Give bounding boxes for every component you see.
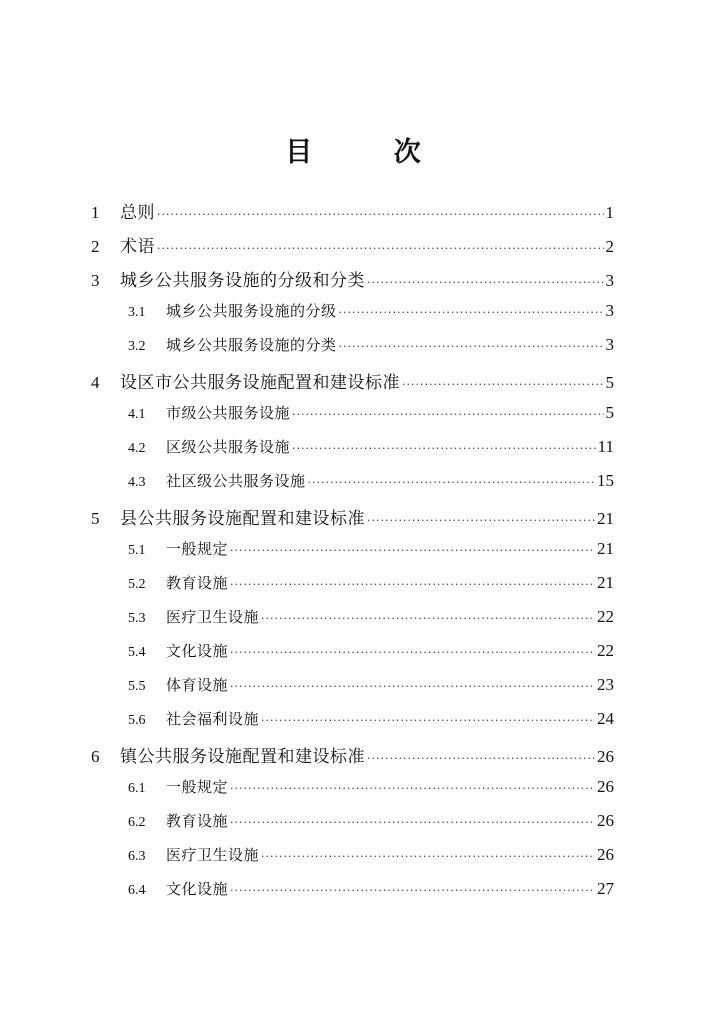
toc-entry-page-number: 2 (605, 237, 614, 256)
toc-entry-title: 教育设施 (166, 812, 229, 830)
toc-entry-page-number: 23 (597, 675, 614, 694)
toc-dot-leader (308, 476, 595, 489)
toc-dot-leader (230, 680, 595, 693)
toc-entry-number: 6.2 (128, 815, 146, 830)
toc-entry-number: 3.2 (128, 339, 146, 354)
toc-chapter-entry[interactable] (91, 742, 614, 768)
toc-entry-title: 市级公共服务设施 (166, 404, 291, 422)
toc-section-entry[interactable] (128, 844, 614, 870)
toc-dot-leader (230, 544, 595, 557)
toc-entry-title: 一般规定 (166, 778, 229, 796)
toc-entry-title: 医疗卫生设施 (166, 846, 260, 864)
toc-section-entry[interactable] (128, 878, 614, 904)
toc-dot-leader (261, 850, 595, 863)
toc-section-entry[interactable] (128, 436, 614, 462)
toc-dot-leader (292, 408, 603, 421)
toc-dot-leader (367, 752, 595, 765)
toc-dot-leader (261, 612, 595, 625)
toc-entry-number: 3.1 (128, 305, 146, 320)
toc-entry-title: 设区市公共服务设施配置和建设标准 (120, 373, 400, 393)
toc-dot-leader (230, 578, 595, 591)
toc-dot-leader (339, 306, 604, 319)
toc-entry-title: 区级公共服务设施 (166, 438, 291, 456)
toc-entry-title: 总则 (120, 203, 155, 223)
toc-section-entry[interactable] (128, 810, 614, 836)
toc-entry-number: 5.5 (128, 679, 146, 694)
toc-entry-page-number: 26 (597, 811, 614, 830)
toc-chapter-entry[interactable] (91, 232, 614, 258)
toc-chapter-entry[interactable] (91, 198, 614, 224)
page-title: 目 次 (285, 137, 457, 168)
toc-entry-number: 6.3 (128, 849, 146, 864)
toc-dot-leader (261, 714, 595, 727)
toc-section-entry[interactable] (128, 606, 614, 632)
toc-entry-page-number: 21 (597, 509, 614, 528)
toc-entry-page-number: 26 (597, 845, 614, 864)
toc-entry-page-number: 1 (605, 203, 614, 222)
toc-section-entry[interactable] (128, 640, 614, 666)
toc-entry-number: 5 (91, 509, 100, 528)
toc-dot-leader (402, 378, 604, 391)
toc-dot-leader (230, 816, 595, 829)
toc-dot-leader (367, 276, 604, 289)
toc-entry-title: 县公共服务设施配置和建设标准 (120, 509, 365, 529)
toc-entry-page-number: 22 (597, 641, 614, 660)
toc-chapter-entry[interactable] (91, 266, 614, 292)
toc-entry-title: 社区级公共服务设施 (166, 472, 306, 490)
toc-section-entry[interactable] (128, 572, 614, 598)
toc-entry-page-number: 15 (597, 471, 614, 490)
toc-entry-title: 医疗卫生设施 (166, 608, 260, 626)
toc-entry-number: 2 (91, 237, 100, 256)
toc-entry-page-number: 26 (597, 747, 614, 766)
toc-entry-title: 一般规定 (166, 540, 229, 558)
toc-entry-page-number: 27 (597, 879, 614, 898)
toc-entry-page-number: 5 (605, 373, 614, 392)
toc-entry-page-number: 3 (605, 271, 614, 290)
toc-entry-title: 社会福利设施 (166, 710, 260, 728)
toc-dot-leader (230, 782, 595, 795)
toc-entry-title: 文化设施 (166, 642, 229, 660)
toc-entry-title: 文化设施 (166, 880, 229, 898)
toc-entry-page-number: 21 (597, 573, 614, 592)
toc-entry-title: 城乡公共服务设施的分级 (166, 302, 337, 320)
toc-entry-title: 术语 (120, 237, 155, 257)
toc-chapter-entry[interactable] (91, 504, 614, 530)
toc-entry-number: 6.1 (128, 781, 146, 796)
toc-entry-page-number: 21 (597, 539, 614, 558)
toc-entry-page-number: 5 (605, 403, 614, 422)
toc-entry-title: 镇公共服务设施配置和建设标准 (120, 747, 365, 767)
toc-entry-page-number: 11 (597, 437, 614, 456)
toc-entry-number: 4.3 (128, 475, 146, 490)
toc-dot-leader (367, 514, 595, 527)
toc-dot-leader (157, 208, 604, 221)
toc-dot-leader (339, 340, 604, 353)
toc-dot-leader (292, 442, 596, 455)
toc-section-entry[interactable] (128, 708, 614, 734)
toc-entry-page-number: 3 (605, 335, 614, 354)
toc-section-entry[interactable] (128, 402, 614, 428)
toc-entry-page-number: 22 (597, 607, 614, 626)
toc-section-entry[interactable] (128, 674, 614, 700)
toc-section-entry[interactable] (128, 538, 614, 564)
toc-entry-number: 3 (91, 271, 100, 290)
toc-section-entry[interactable] (128, 334, 614, 360)
toc-entry-title: 城乡公共服务设施的分级和分类 (120, 271, 365, 291)
toc-entry-number: 6 (91, 747, 100, 766)
toc-section-entry[interactable] (128, 776, 614, 802)
toc-section-entry[interactable] (128, 470, 614, 496)
toc-entry-title: 体育设施 (166, 676, 229, 694)
toc-entry-number: 6.4 (128, 883, 146, 898)
toc-entry-number: 5.6 (128, 713, 146, 728)
toc-entry-page-number: 3 (605, 301, 614, 320)
toc-entry-number: 4.1 (128, 407, 146, 422)
toc-entry-number: 5.1 (128, 543, 146, 558)
toc-chapter-entry[interactable] (91, 368, 614, 394)
toc-entry-page-number: 24 (597, 709, 614, 728)
toc-dot-leader (157, 242, 604, 255)
toc-entry-number: 1 (91, 203, 100, 222)
toc-entry-number: 4.2 (128, 441, 146, 456)
toc-dot-leader (230, 884, 595, 897)
toc-entry-page-number: 26 (597, 777, 614, 796)
toc-dot-leader (230, 646, 595, 659)
toc-entry-number: 5.2 (128, 577, 146, 592)
toc-entry-number: 5.3 (128, 611, 146, 626)
toc-entry-title: 城乡公共服务设施的分类 (166, 336, 337, 354)
toc-entry-title: 教育设施 (166, 574, 229, 592)
toc-entry-number: 4 (91, 373, 100, 392)
toc-entry-number: 5.4 (128, 645, 146, 660)
toc-section-entry[interactable] (128, 300, 614, 326)
